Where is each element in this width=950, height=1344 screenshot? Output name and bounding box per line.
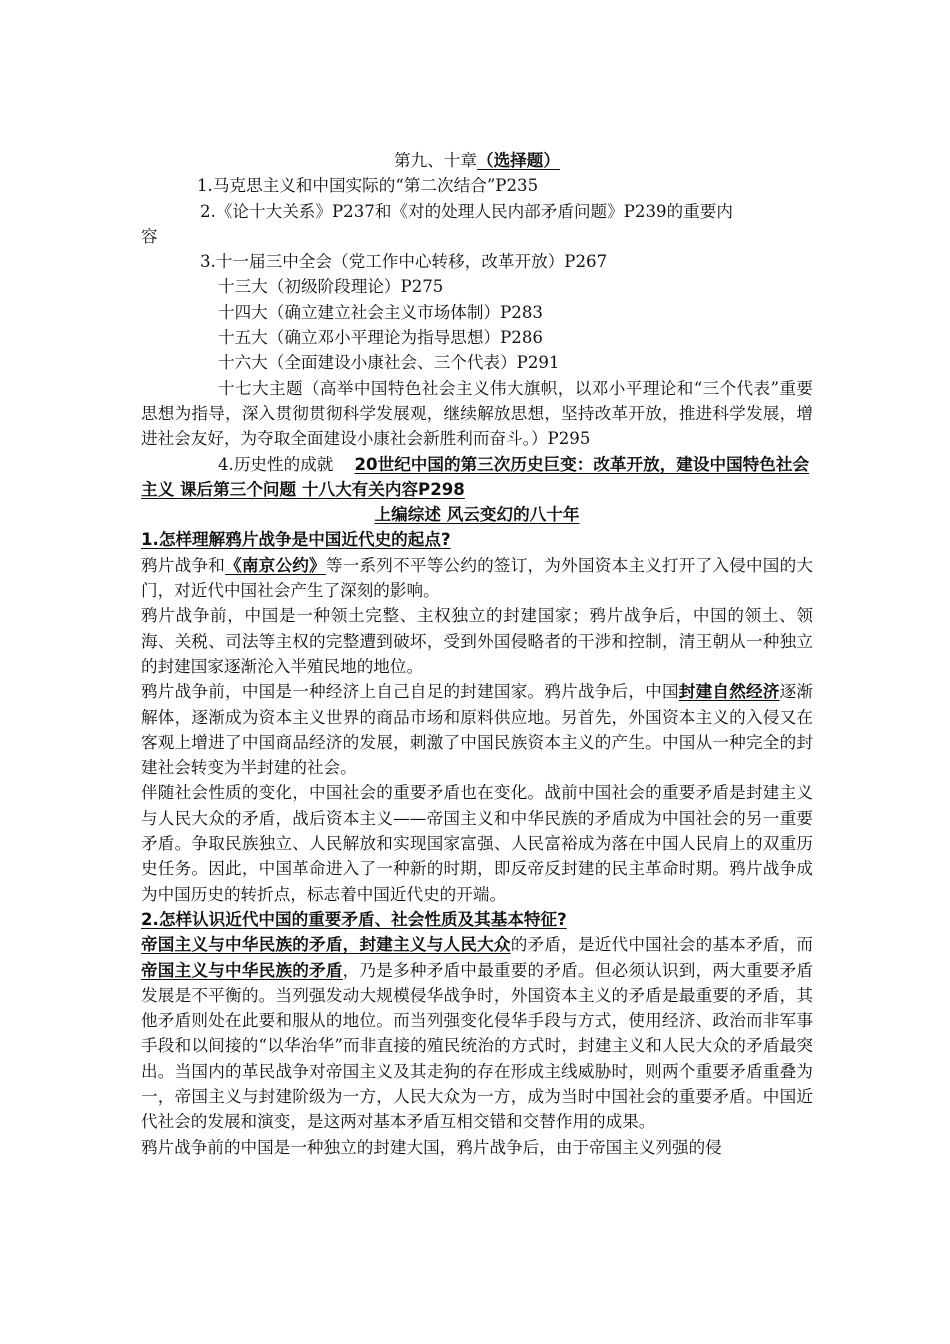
document-page bbox=[141, 148, 813, 1160]
paragraph: 伴随社会性质的变化，中国社会的重要矛盾也在变化。战前中国社会的重要矛盾是封建主义与人民大众的矛盾，战后资本主义——帝国主义和中华民族的矛盾成为中国社会的另一重要矛盾。争取民族独立、人民解放和实现国家富强、人民富裕成为落在中国人民肩上的双重历史任务。因此，中国革命进入了一种新的时期，即反帝反封建的民主革命时期。鸦片战争成为中国历史的转折点，标志着中国近代史的开端。 bbox=[141, 783, 813, 904]
economy-emphasis: 封建自然经济 bbox=[678, 682, 780, 702]
section-title: 上编综述 风云变幻的八十年 bbox=[374, 505, 580, 525]
contradiction-emphasis: 帝国主义与中华民族的矛盾 bbox=[141, 960, 343, 980]
chapter-title-suffix: （选择题） bbox=[477, 151, 560, 170]
treaty-emphasis: 《南京公约》 bbox=[225, 555, 326, 575]
chapter-title-prefix: 第九、十章 bbox=[394, 151, 477, 170]
list-item: 十五大（确立邓小平理论为指导思想）P286 bbox=[218, 328, 543, 348]
paragraph bbox=[141, 679, 813, 780]
text-span: 等一系列不平等公约的签订，为外国资本主义打开了入侵中国的大门，对近代中国社会产生了深刻的影响。 bbox=[141, 555, 814, 601]
list-item: 十四大（确立建立社会主义市场体制）P283 bbox=[218, 302, 543, 322]
paragraph: 鸦片战争前，中国是一种领土完整、主权独立的封建国家；鸦片战争后，中国的领土、领海、关税、司法等主权的完整遭到破坏，受到外国侵略者的干涉和控制，清王朝从一种独立的封建国家逐渐沦入半殖民地的地位。 bbox=[141, 606, 813, 676]
achievement-prefix: 4.历史性的成就 bbox=[218, 454, 334, 474]
text-span: 逐渐解体，逐渐成为资本主义世界的商品市场和原料供应地。另首先，外国资本主义的入侵又在客观上增进了中国商品经济的发展，刺激了中国民族资本主义的产生。中国从一种完全的封建社会转变为半封建的社会。 bbox=[141, 682, 814, 778]
text-span: 鸦片战争前，中国是一种经济上自己自足的封建国家。鸦片战争后，中国 bbox=[141, 682, 679, 702]
list-item-continuation: 容 bbox=[141, 226, 158, 246]
text-span: 的矛盾，是近代中国社会的基本矛盾，而 bbox=[510, 935, 814, 955]
list-item: 3.十一届三中全会（党工作中心转移，改革开放）P267 bbox=[200, 252, 608, 272]
chapter-title bbox=[141, 148, 813, 173]
question-heading: 2.怎样认识近代中国的重要矛盾、社会性质及其基本特征? bbox=[141, 909, 567, 929]
list-item: 1.马克思主义和中国实际的“第二次结合”P235 bbox=[197, 176, 539, 196]
list-item: 十三大（初级阶段理论）P275 bbox=[218, 277, 444, 297]
list-item: 2.《论十大关系》P237和《对的处理人民内部矛盾问题》P239的重要内 bbox=[200, 201, 733, 221]
text-span: ，乃是多种矛盾中最重要的矛盾。但必须认识到，两大重要矛盾发展是不平衡的。当列强发动大规模侵华战争时，外国资本主义的矛盾是最重要的矛盾，其他矛盾则处在此要和服从的地位。而当列强变化侵华手段与方式，使用经济、政治而非军事手段和以间接的“以华治华”而非直接的殖民统治的方式时，封建主义和人民大众的矛盾最突出。当国内的革民战争对帝国主义及其走狗的存在形成主线威胁时，则两个重要矛盾重叠为一，帝国主义与封建阶级为一方，人民大众为一方，成为当时中国社会的重要矛盾。中国近代社会的发展和演变，是这两对基本矛盾互相交错和交替作用的成果。 bbox=[141, 960, 814, 1132]
achievement-bold: 20世纪中国的第三次历史巨变：改革开放，建设中国特色社会主义 课后第三个问题 十八大有关内容P298 bbox=[141, 454, 810, 499]
list-item: 十七大主题（高举中国特色社会主义伟大旗帜，以邓小平理论和“三个代表”重要思想为指导，深入贯彻贯彻科学发展观，继续解放思想，坚持改革开放，推进科学发展，增进社会友好，为夺取全面建设小康社会新胜利而奋斗。）P295 bbox=[141, 378, 813, 449]
question-heading: 1.怎样理解鸦片战争是中国近代史的起点? bbox=[141, 530, 451, 550]
paragraph bbox=[141, 932, 813, 1134]
paragraph: 鸦片战争前的中国是一种独立的封建大国，鸦片战争后，由于帝国主义列强的侵 bbox=[141, 1137, 722, 1157]
paragraph bbox=[141, 553, 813, 604]
contradiction-emphasis: 帝国主义与中华民族的矛盾，封建主义与人民大众 bbox=[141, 935, 511, 955]
text-span: 鸦片战争和 bbox=[141, 555, 226, 575]
achievement-item bbox=[141, 452, 813, 503]
list-item: 十六大（全面建设小康社会、三个代表）P291 bbox=[218, 353, 560, 373]
